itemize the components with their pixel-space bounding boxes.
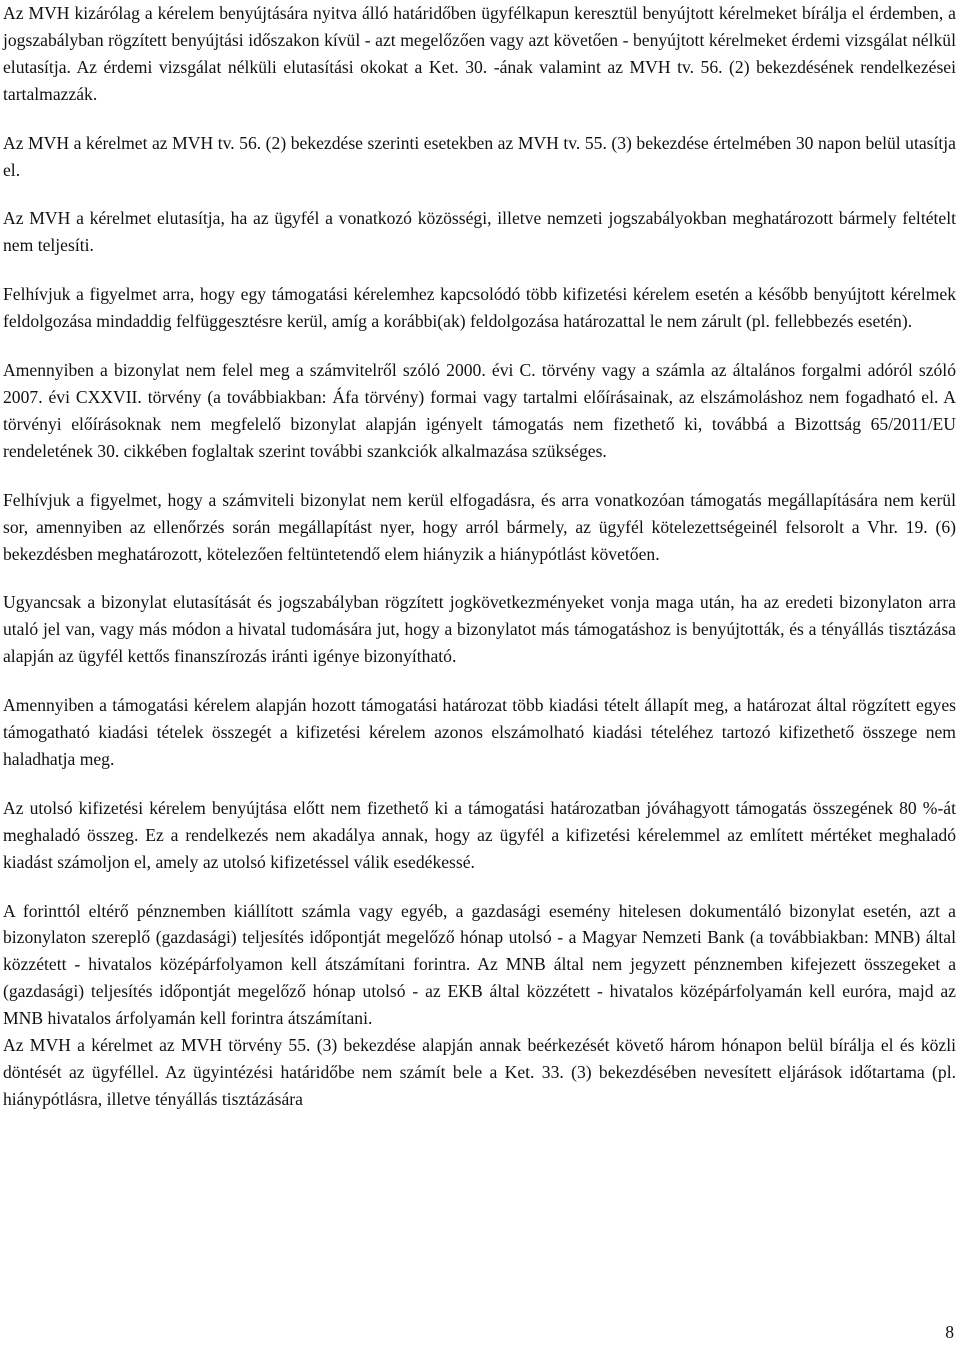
paragraph-7: Ugyancsak a bizonylat elutasítását és jogszabályban rögzített jogkövetkezményeket vonja maga után, ha az eredeti bizonylaton arra utaló jel van, vagy más módon a hivatal tudomására jut, hogy a bizonylatot más támogatáshoz is benyújtották, és a tényállás tisztázása alapján az ügyfél kettős finanszírozás iránti igénye bizonyítható. (3, 592, 956, 667)
paragraph-11: Az MVH a kérelmet az MVH törvény 55. (3) bekezdése alapján annak beérkezését követő három hónapon belül bírálja el és közli döntését az ügyféllel. Az ügyintézési határidőbe nem számít bele a Ket. 33. (3) bekezdésében nevesített eljárások időtartama (pl. hiánypótlásra, illetve tényállás tisztázására (3, 1035, 956, 1109)
paragraph-3: Az MVH a kérelmet elutasítja, ha az ügyfél a vonatkozó közösségi, illetve nemzeti jogszabályokban meghatározott bármely feltételt nem teljesíti. (3, 208, 956, 256)
page-number: 8 (945, 1322, 954, 1342)
paragraph-5: Amennyiben a bizonylat nem felel meg a számvitelről szóló 2000. évi C. törvény vagy a számla az általános forgalmi adóról szóló 2007. évi CXXVII. törvény (a továbbiakban: Áfa törvény) formai vagy tartalmi előírásainak, az elszámoláshoz nem fogadható el. A törvényi előírásoknak nem megfelelő bizonylat alapján igényelt támogatás nem fizethető ki, továbbá a Bizottság 65/2011/EU rendeletének 30. cikkében foglaltak szerint további szankciók alkalmazása szükséges. (3, 360, 956, 461)
paragraph-2: Az MVH a kérelmet az MVH tv. 56. (2) bekezdése szerinti esetekben az MVH tv. 55. (3) bekezdése értelmében 30 napon belül utasítja el. (3, 132, 956, 180)
paragraph-10: A forinttól eltérő pénznemben kiállított számla vagy egyéb, a gazdasági esemény hitelesen dokumentáló bizonylat esetén, azt a bizonylaton szereplő (gazdasági) teljesítés időpontját megelőző hónap utolsó - a Magyar Nemzeti Bank (a továbbiakban: MNB) által közzétett - hivatalos középárfolyamon kell átszámítani forintra. Az MNB által nem jegyzett pénznemben kifejezett összegeket a (gazdasági) teljesítés időpontját megelőző hónap utolsó - az EKB által közzétett - hivatalos középárfolyamán kell euróra, majd az MNB hivatalos árfolyamán kell forintra átszámítani. (3, 900, 956, 1029)
paragraph-6: Felhívjuk a figyelmet, hogy a számviteli bizonylat nem kerül elfogadásra, és arra vonatkozóan támogatás megállapítására nem kerül sor, amennyiben az ellenőrzés során megállapítást nyer, hogy arról bármely, az ügyfél kötelezettségeinél felsorolt a Vhr. 19. (6) bekezdésben meghatározott, kötelezően feltüntetendő elem hiányzik a hiánypótlást követően. (3, 489, 956, 564)
paragraph-4: Felhívjuk a figyelmet arra, hogy egy támogatási kérelemhez kapcsolódó több kifizetési kérelem esetén a később benyújtott kérelmek feldolgozása mindaddig felfüggesztésre kerül, amíg a korábbi(ak) feldolgozása határozattal le nem zárult (pl. fellebbezés esetén). (3, 284, 956, 332)
paragraph-8: Amennyiben a támogatási kérelem alapján hozott támogatási határozat több kiadási tételt állapít meg, a határozat által rögzített egyes támogatható kiadási tételek összegét a kifizetési kérelem azonos elszámolható kiadási tételéhez tartozó kifizethető összege nem haladhatja meg. (3, 695, 956, 769)
document-page (3, 0, 956, 1113)
paragraph-1: Az MVH kizárólag a kérelem benyújtására nyitva álló határidőben ügyfélkapun keresztül benyújtott kérelmeket bírálja el érdemben, a jogszabályban rögzített benyújtási időszakon kívül - azt megelőzően vagy azt követően - benyújtott kérelmeket érdemi vizsgálat nélkül elutasítja. Az érdemi vizsgálat nélküli elutasítási okokat a Ket. 30. -ának valamint az MVH tv. 56. (2) bekezdésének rendelkezései tartalmazzák. (3, 3, 956, 104)
paragraph-9: Az utolsó kifizetési kérelem benyújtása előtt nem fizethető ki a támogatási határozatban jóváhagyott támogatás összegének 80 %-át meghaladó összeg. Ez a rendelkezés nem akadálya annak, hogy az ügyfél a kifizetési kérelemmel az említett mértéket meghaladó kiadást számoljon el, amely az utolsó kifizetéssel válik esedékessé. (3, 797, 956, 872)
